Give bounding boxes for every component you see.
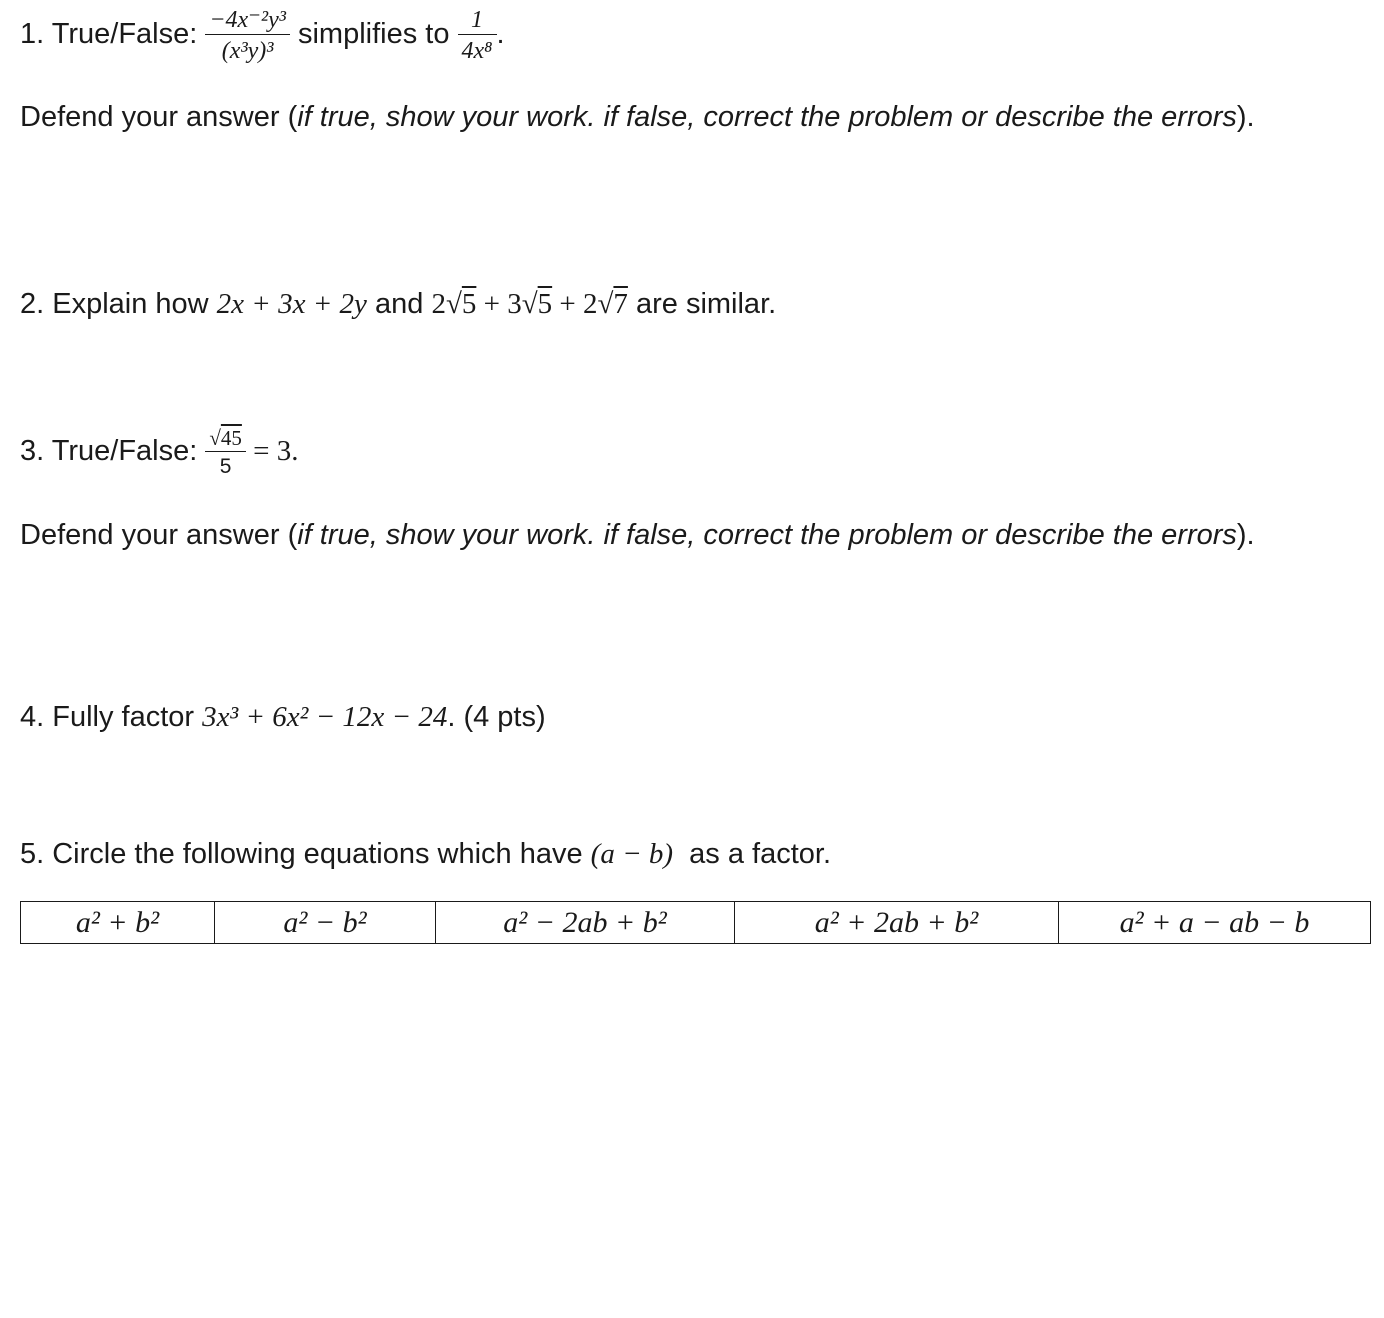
choice-cell-4[interactable]: a² + 2ab + b² — [735, 902, 1059, 944]
defend-instruction-3 — [20, 512, 1310, 558]
q1-fraction — [205, 8, 290, 63]
q4-expression: 3x³ + 6x² − 12x − 24 — [202, 701, 448, 733]
q2-term-b: + 3√ — [476, 288, 538, 320]
q2-connector: and — [366, 288, 432, 320]
q1-result-denominator: 4x⁸ — [461, 38, 493, 64]
question-5 — [20, 832, 831, 876]
question-4 — [20, 695, 546, 739]
defend-instruction-1 — [20, 94, 1310, 140]
q3-sqrt-symbol: √ — [209, 426, 221, 450]
q2-radicand-b: 5 — [537, 288, 553, 320]
q5-label: 5. Circle the following equations which have — [20, 838, 591, 870]
defend3-tail: ). — [1236, 519, 1255, 551]
defend3-italic: if true, show your work. if false, correct the problem or describe the errors — [297, 519, 1237, 551]
q2-term-c: + 2√ — [552, 288, 614, 320]
q1-result-numerator: 1 — [458, 8, 497, 35]
choice-cell-2[interactable]: a² − b² — [215, 902, 436, 944]
q1-end: . — [496, 18, 505, 51]
q3-fraction-denominator: 5 — [219, 455, 232, 478]
q5-choices-table — [20, 901, 1371, 944]
choice-cell-1[interactable]: a² + b² — [21, 902, 215, 944]
defend1-italic: if true, show your work. if false, correct the problem or describe the errors — [297, 101, 1237, 133]
q3-radicand: 45 — [220, 426, 242, 450]
q1-fraction-denominator: (x³y)³ — [221, 38, 274, 64]
choice-cell-5[interactable]: a² + a − ab − b — [1059, 902, 1371, 944]
q5-choices-row — [21, 902, 1371, 944]
q2-label: 2. Explain how — [20, 288, 217, 320]
q3-fraction — [205, 428, 246, 477]
question-2 — [20, 282, 776, 326]
q2-radicand-a: 5 — [461, 288, 477, 320]
defend3-lead: Defend your answer ( — [20, 519, 298, 551]
q1-label: 1. True/False: — [20, 18, 206, 51]
q2-tail: are similar. — [627, 288, 777, 320]
q2-radicand-c: 7 — [613, 288, 628, 320]
q5-factor: (a − b) — [590, 838, 674, 870]
q3-label: 3. True/False: — [20, 435, 206, 468]
q2-expression-2 — [431, 288, 627, 320]
defend1-tail: ). — [1236, 101, 1255, 133]
q5-tail: as a factor. — [673, 838, 832, 870]
q4-label: 4. Fully factor — [20, 701, 203, 733]
defend1-lead: Defend your answer ( — [20, 101, 298, 133]
question-1 — [20, 8, 505, 63]
q2-term-a: 2√ — [431, 288, 462, 320]
q1-result-fraction — [458, 8, 497, 63]
q4-tail: . (4 pts) — [447, 701, 546, 733]
q1-fraction-numerator: −4x⁻²y³ — [205, 8, 290, 35]
choice-cell-3[interactable]: a² − 2ab + b² — [436, 902, 735, 944]
q1-middle-text: simplifies to — [289, 18, 458, 51]
q3-fraction-numerator — [205, 428, 246, 452]
q3-rhs: = 3. — [245, 435, 299, 468]
question-3 — [20, 428, 299, 477]
q2-expression-1: 2x + 3x + 2y — [216, 288, 367, 320]
